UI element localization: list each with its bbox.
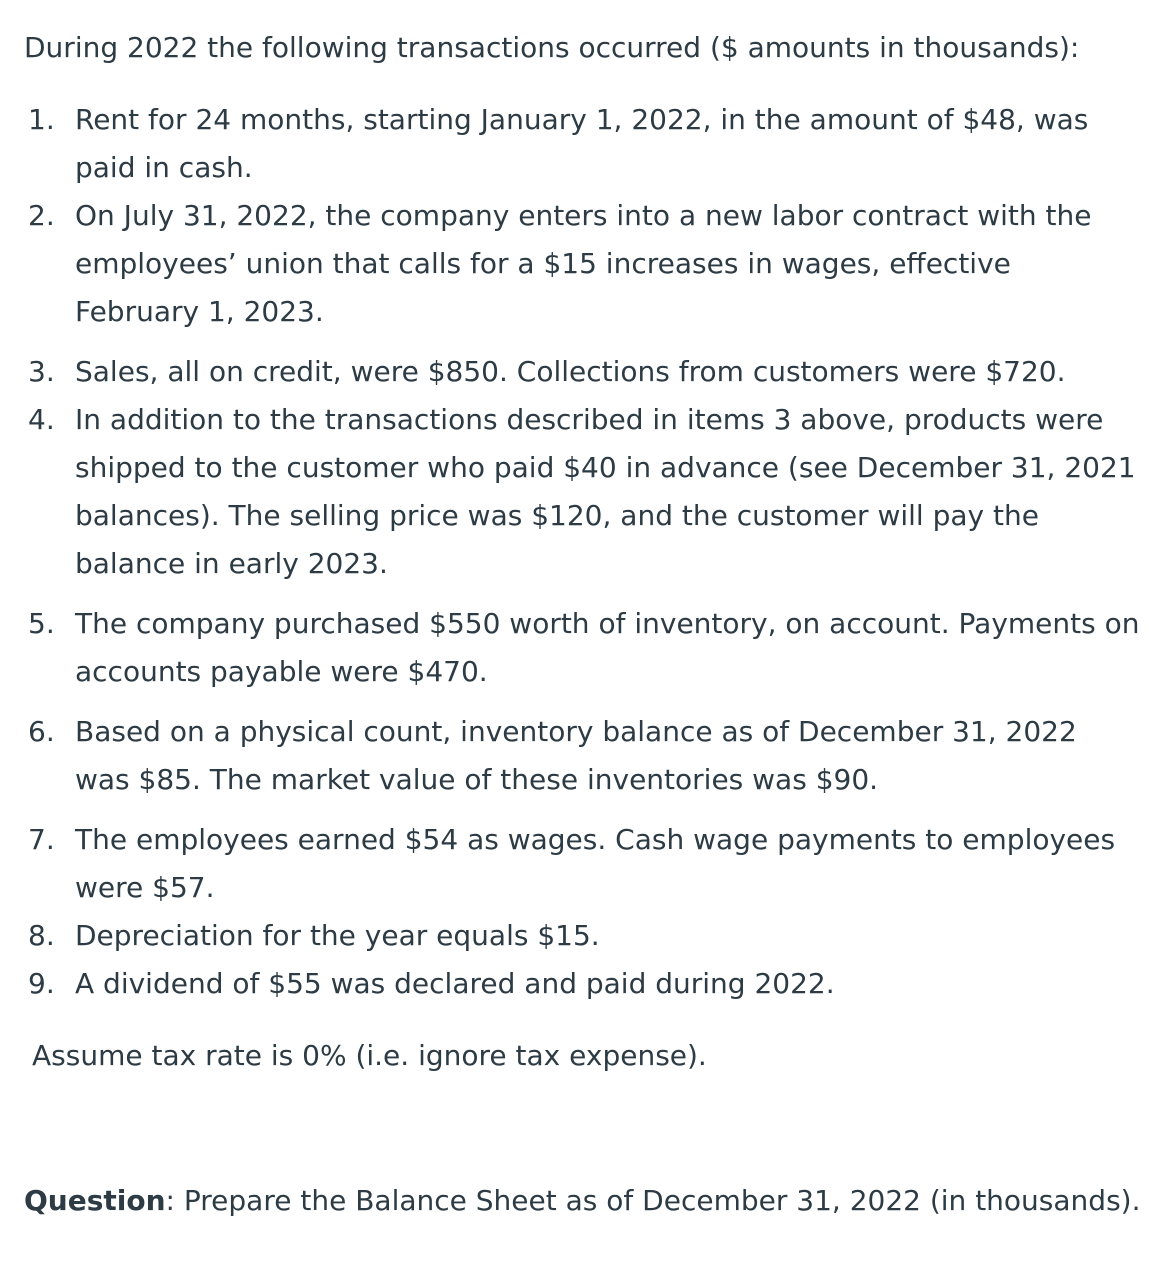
list-item-8 bbox=[28, 912, 1140, 960]
list-item-5 bbox=[28, 600, 1140, 696]
list-item-9 bbox=[28, 960, 1140, 1008]
list-item-text: Based on a physical count, inventory balance as of December 31, 2022 was $85. The market value of these inventories was $90. bbox=[75, 715, 1077, 796]
list-item-4 bbox=[28, 396, 1140, 588]
list-item-number: 8. bbox=[28, 919, 55, 952]
list-item-text: A dividend of $55 was declared and paid during 2022. bbox=[75, 967, 835, 1000]
list-item-7 bbox=[28, 816, 1140, 912]
list-item-text: In addition to the transactions described in items 3 above, products were shipped to the customer who paid $40 in advance (see December 31, 2021 balances). The selling price was $120, and the customer will pay the balance in early 2023. bbox=[75, 403, 1136, 580]
list-item-number: 5. bbox=[28, 607, 55, 640]
question-body: : Prepare the Balance Sheet as of December 31, 2022 (in thousands). bbox=[165, 1184, 1141, 1217]
list-item-2 bbox=[28, 192, 1140, 336]
intro-text: During 2022 the following transactions occurred ($ amounts in thousands): bbox=[24, 31, 1080, 64]
list-item-text: Sales, all on credit, were $850. Collections from customers were $720. bbox=[75, 355, 1066, 388]
list-item-text: The company purchased $550 worth of inventory, on account. Payments on accounts payable were $470. bbox=[75, 607, 1140, 688]
list-item-text: Depreciation for the year equals $15. bbox=[75, 919, 600, 952]
list-item-number: 3. bbox=[28, 355, 55, 388]
list-item-text: Rent for 24 months, starting January 1, 2022, in the amount of $48, was paid in cash. bbox=[75, 103, 1089, 184]
list-item-text: The employees earned $54 as wages. Cash wage payments to employees were $57. bbox=[75, 823, 1116, 904]
question-text bbox=[24, 1181, 1140, 1221]
list-item-1 bbox=[28, 96, 1140, 192]
list-item-number: 9. bbox=[28, 967, 55, 1000]
list-item-number: 4. bbox=[28, 403, 55, 436]
question-label: Question bbox=[24, 1184, 166, 1217]
list-item-number: 1. bbox=[28, 103, 55, 136]
tax-note: Assume tax rate is 0% (i.e. ignore tax expense). bbox=[32, 1039, 707, 1072]
list-item-number: 6. bbox=[28, 715, 55, 748]
list-item-6 bbox=[28, 708, 1140, 804]
list-item-number: 7. bbox=[28, 823, 55, 856]
list-item-3 bbox=[28, 348, 1140, 396]
list-item-text: On July 31, 2022, the company enters into a new labor contract with the employees’ union that calls for a $15 increases in wages, effective February 1, 2023. bbox=[75, 199, 1092, 328]
list-item-number: 2. bbox=[28, 199, 55, 232]
